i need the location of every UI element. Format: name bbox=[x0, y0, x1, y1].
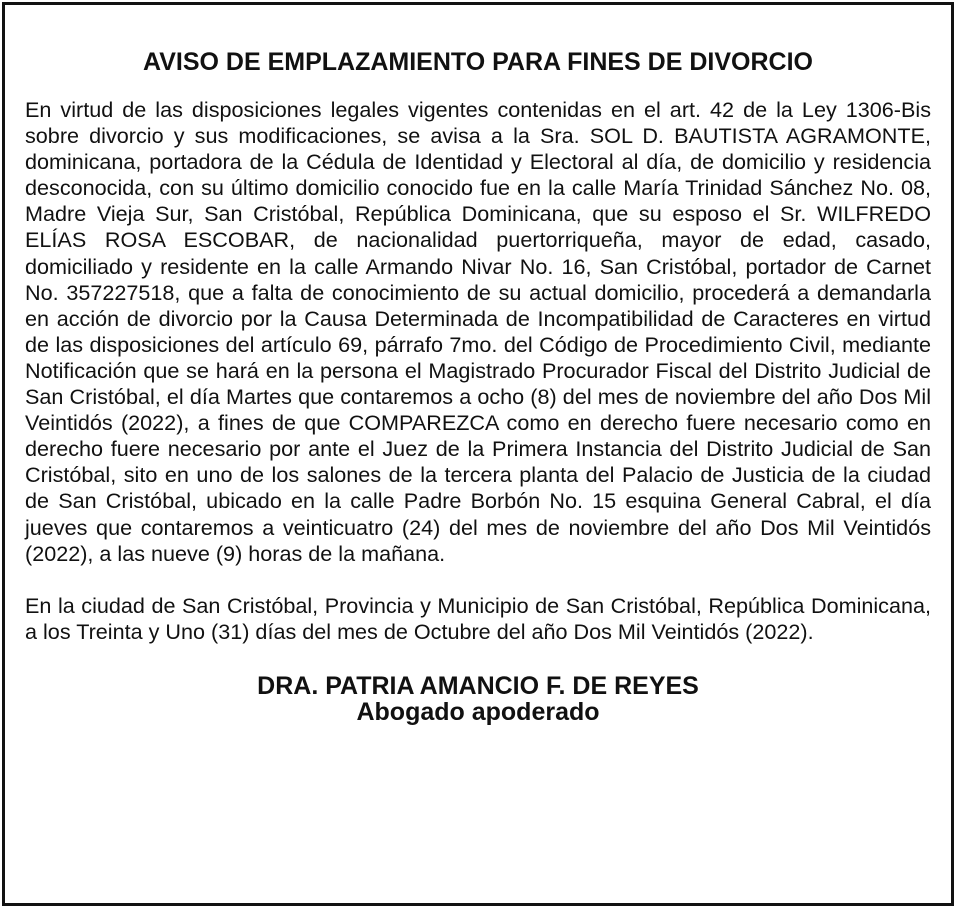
signature-block bbox=[25, 673, 931, 725]
signature-name: DRA. PATRIA AMANCIO F. DE REYES bbox=[257, 671, 699, 700]
signature-role: Abogado apoderado bbox=[356, 697, 600, 726]
notice-date-paragraph: En la ciudad de San Cristóbal, Provincia y Municipio de San Cristóbal, República Dominicana, a los Treinta y Uno (31) días del mes de Octubre del año Dos Mil Veintidós (2022). bbox=[25, 592, 931, 644]
notice-border bbox=[2, 2, 954, 906]
notice-title: AVISO DE EMPLAZAMIENTO PARA FINES DE DIVORCIO bbox=[143, 48, 813, 76]
notice-content bbox=[25, 47, 931, 725]
notice-body-paragraph: En virtud de las disposiciones legales vigentes contenidas en el art. 42 de la Ley 1306-Bis sobre divorcio y sus modificaciones, se avisa a la Sra. SOL D. BAUTISTA AGRAMONTE, dominicana, portadora de la Cédula de Identidad y Electoral al día, de domicilio y residencia desconocida, con su último domicilio conocido fue en la calle María Trinidad Sánchez No. 08, Madre Vieja Sur, San Cristóbal, República Dominicana, que su esposo el Sr. WILFREDO ELÍAS ROSA ESCOBAR, de nacionalidad puertorriqueña, mayor de edad, casado, domiciliado y residente en la calle Armando Nivar No. 16, San Cristóbal, portador de Carnet No. 357227518, que a falta de conocimiento de su actual domicilio, procederá a demandarla en acción de divorcio por la Causa Determinada de Incompatibilidad de Caracteres en virtud de las disposiciones del artículo 69, párrafo 7mo. del Código de Procedimiento Civil, mediante Notificación que se hará en la persona el Magistrado Procurador Fiscal del Distrito Judicial de San Cristóbal, el día Martes que contaremos a ocho (8) del mes de noviembre del año Dos Mil Veintidós (2022), a fines de que COMPAREZCA como en derecho fuere necesario como en derecho fuere necesario por ante el Juez de la Primera Instancia del Distrito Judicial de San Cristóbal, sito en uno de los salones de la tercera planta del Palacio de Justicia de la ciudad de San Cristóbal, ubicado en la calle Padre Borbón No. 15 esquina General Cabral, el día jueves que contaremos a veinticuatro (24) del mes de noviembre del año Dos Mil Veintidós (2022), a las nueve (9) horas de la mañana. bbox=[25, 97, 931, 566]
